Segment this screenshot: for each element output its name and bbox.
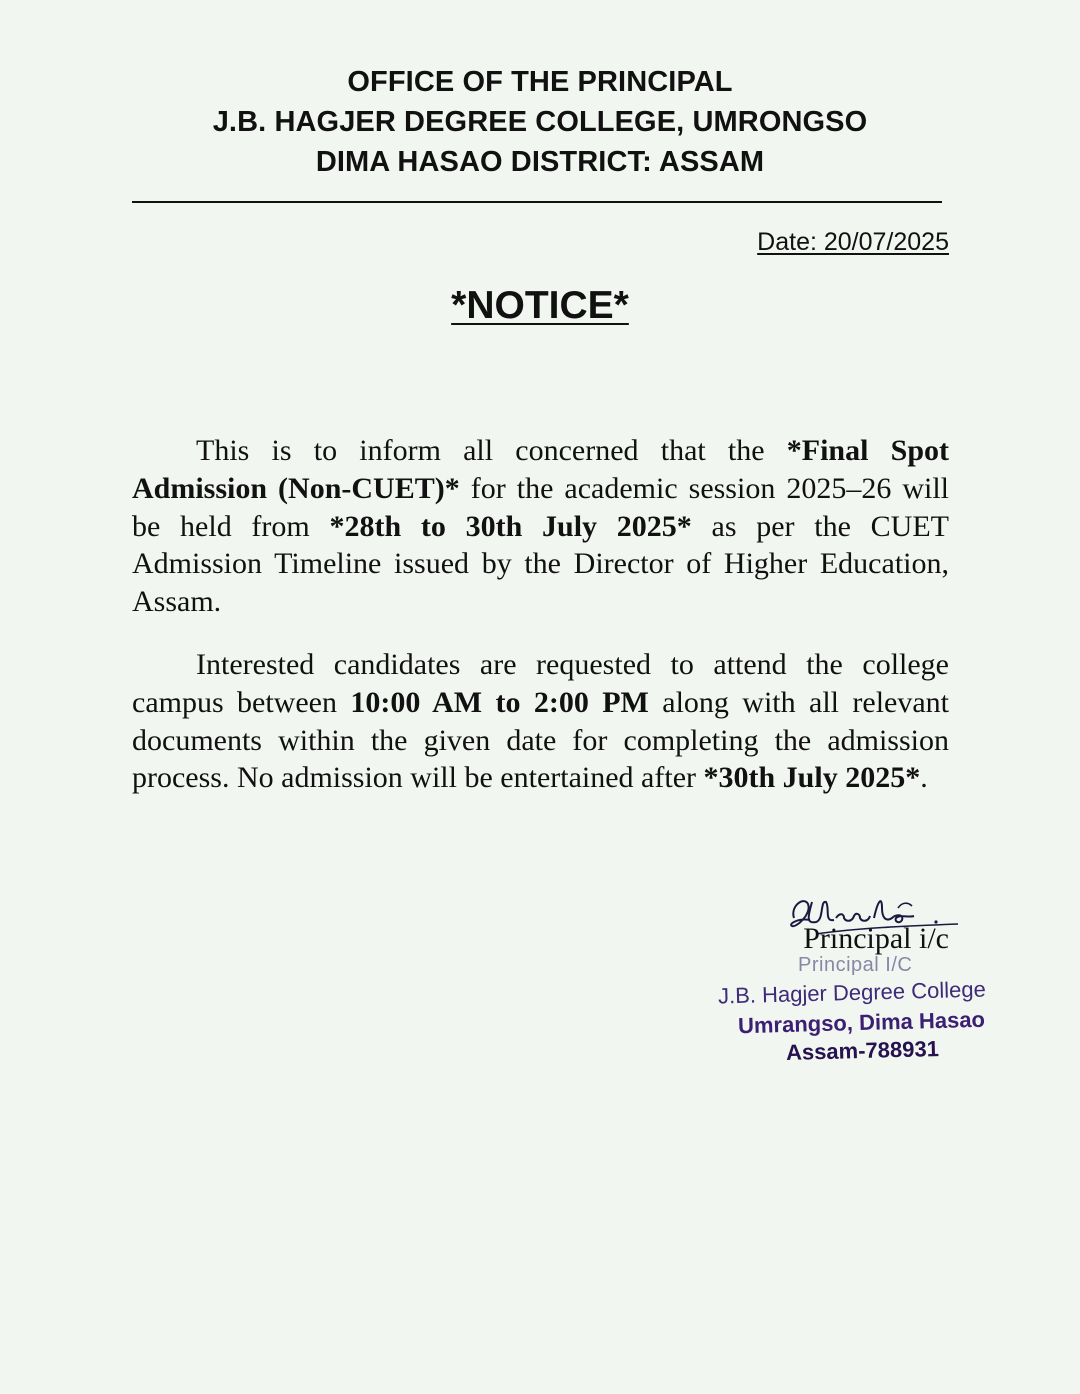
signatory-title: Principal i/c [803, 922, 949, 955]
stamp-college: J.B. Hagjer Degree College [717, 976, 987, 1009]
college-name-line: J.B. HAGJER DEGREE COLLEGE, UMRONGSO [212, 106, 868, 138]
paragraph-admission-dates [132, 432, 949, 621]
p1-text-1: This is to inform all concerned that the [196, 434, 787, 467]
p2-bold-time: 10:00 AM to 2:00 PM [350, 685, 649, 719]
header-divider [132, 201, 942, 203]
notice-title [0, 284, 1080, 328]
stamp-designation: Principal I/C [798, 954, 913, 976]
office-stamp [712, 952, 1012, 1072]
paragraph-instructions [132, 646, 949, 797]
p1-bold-dates: *28th to 30th July 2025* [329, 509, 692, 543]
p2-text-2: along with all relevant documents within the given date for completing the admission process. No admission will be entertained after [132, 685, 950, 795]
office-line: OFFICE OF THE PRINCIPAL [347, 66, 733, 98]
p2-text-1: Interested candidates are requested to attend the college campus between [132, 648, 949, 719]
district-line: DIMA HASAO DISTRICT: ASSAM [315, 146, 765, 178]
p1-bold-admission-type: *Final Spot Admission (Non-CUET)* [132, 434, 949, 505]
notice-title-text: *NOTICE* [451, 284, 629, 327]
p1-text-3: as per the CUET Admission Timeline issued by the Director of Higher Education, Assam. [132, 509, 949, 619]
stamp-pincode: Assam-788931 [785, 1036, 940, 1065]
p2-bold-deadline: *30th July 2025* [703, 761, 921, 795]
letterhead [0, 62, 1080, 182]
stamp-location: Umrangso, Dima Hasao [737, 1006, 986, 1039]
p1-text-2: for the academic session 2025–26 will be held from [132, 471, 949, 543]
p2-text-3: . [920, 761, 928, 795]
signatory-block [803, 922, 949, 956]
notice-date: Date: 20/07/2025 [757, 228, 949, 256]
